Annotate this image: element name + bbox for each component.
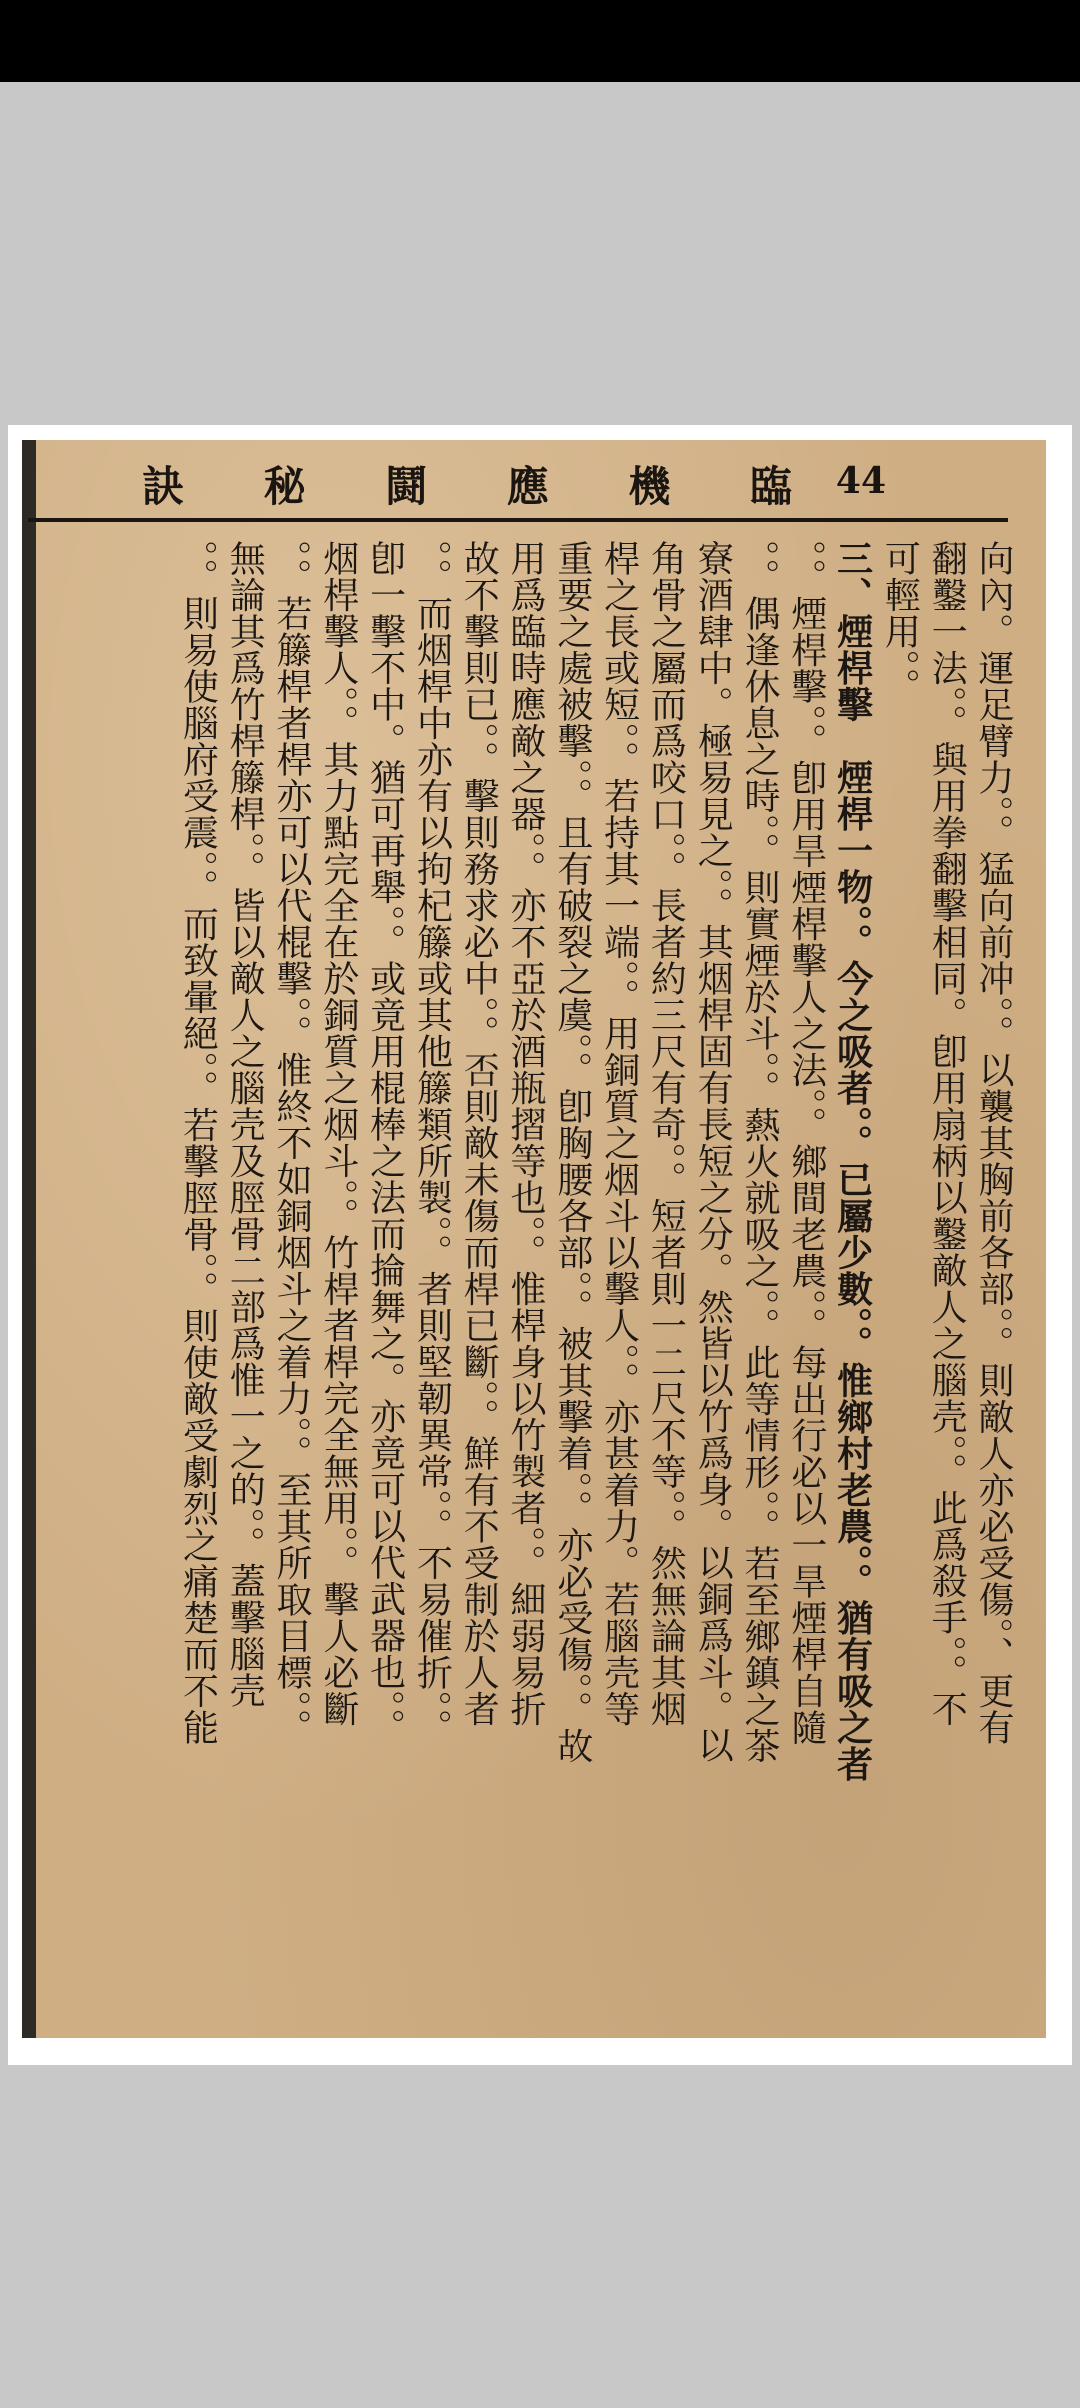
running-head-char: 秘 [263,462,306,511]
text-column: 無論其爲竹桿籐桿。。皆以敵人之腦壳及脛骨二部爲惟一之的。。蓋擊腦壳 [224,540,266,1709]
text-column: 重要之處被擊。。且有破裂之虞。。卽胸腰各部。。被其擊着。。亦必受傷。。故 [551,540,593,1764]
scanned-book-page [22,440,1046,2038]
page-edge-shadow [22,440,36,2038]
text-column: 。。煙桿擊。。卽用旱煙桿擊人之法。。鄉間老農。。每出行必以一旱煙桿自隨 [785,540,827,1746]
running-head-char: 機 [628,462,671,511]
text-column: 。。若籐桿者桿亦可以代棍擊。。惟終不如銅烟斗之着力。。至其所取目標。。 [271,540,313,1746]
text-column: 用爲臨時應敵之器。。亦不亞於酒瓶摺等也。。惟桿身以竹製者。。細弱易折 [505,540,547,1727]
text-column: 三、煙桿擊 煙桿一物。。今之吸者。。已屬少數。。惟鄉村老農。。猶有吸之者 [831,540,874,1782]
text-column: 翻鑿一法。。與用拳翻擊相同。卽用扇柄以鑿敵人之腦壳。。此爲殺手。。不 [926,540,968,1727]
text-column: 故不擊則已。。擊則務求必中。。否則敵未傷而桿已斷。。鮮有不受制於人者 [458,540,500,1727]
text-column: 角骨之屬而爲咬口。。長者約三尺有奇。。短者則一二尺不等。。然無論其烟 [645,540,687,1727]
text-column: 寮酒肆中。極易見之。。其烟桿固有長短之分。然皆以竹爲身。以銅爲斗。以 [692,540,734,1763]
vertical-body-text [56,540,1016,2010]
page-number: 44 [835,460,886,502]
text-column: 向內。運足臂力。。猛向前冲。。以襲其胸前各部。。則敵人亦必受傷。、更有 [973,540,1014,1746]
running-head [142,454,792,514]
text-column: 。。偶逢休息之時。。則實煙於斗。。爇火就吸之。。此等情形。。若至鄉鎮之茶 [739,540,781,1764]
text-column: 。。而烟桿中亦有以拘杞籐或其他籐類所製。。者則堅韌異常。。不易催折。。 [411,540,453,1746]
header-rule [28,518,1008,522]
text-column: 桿之長或短。。若持其一端。。用銅質之烟斗以擊人。。亦甚着力。若腦壳等 [598,540,640,1727]
text-column: 。。則易使腦府受震。。而致暈絕。。若擊脛骨。。則使敵受劇烈之痛楚而不能 [177,540,219,1746]
running-head-char: 訣 [142,462,185,511]
running-head-char: 鬪 [385,462,428,511]
top-status-bar [0,0,1080,82]
text-column: 卽一擊不中。猶可再舉。。或竟用棍棒之法而掄舞之。亦竟可以代武器也。。 [364,540,406,1745]
running-head-char: 應 [506,462,549,511]
text-column: 烟桿擊人。。其力點完全在於銅質之烟斗。。竹桿者桿完全無用。。擊人必斷 [317,540,359,1727]
text-column: 可輕用。。 [879,540,921,705]
running-head-char: 臨 [749,462,792,511]
